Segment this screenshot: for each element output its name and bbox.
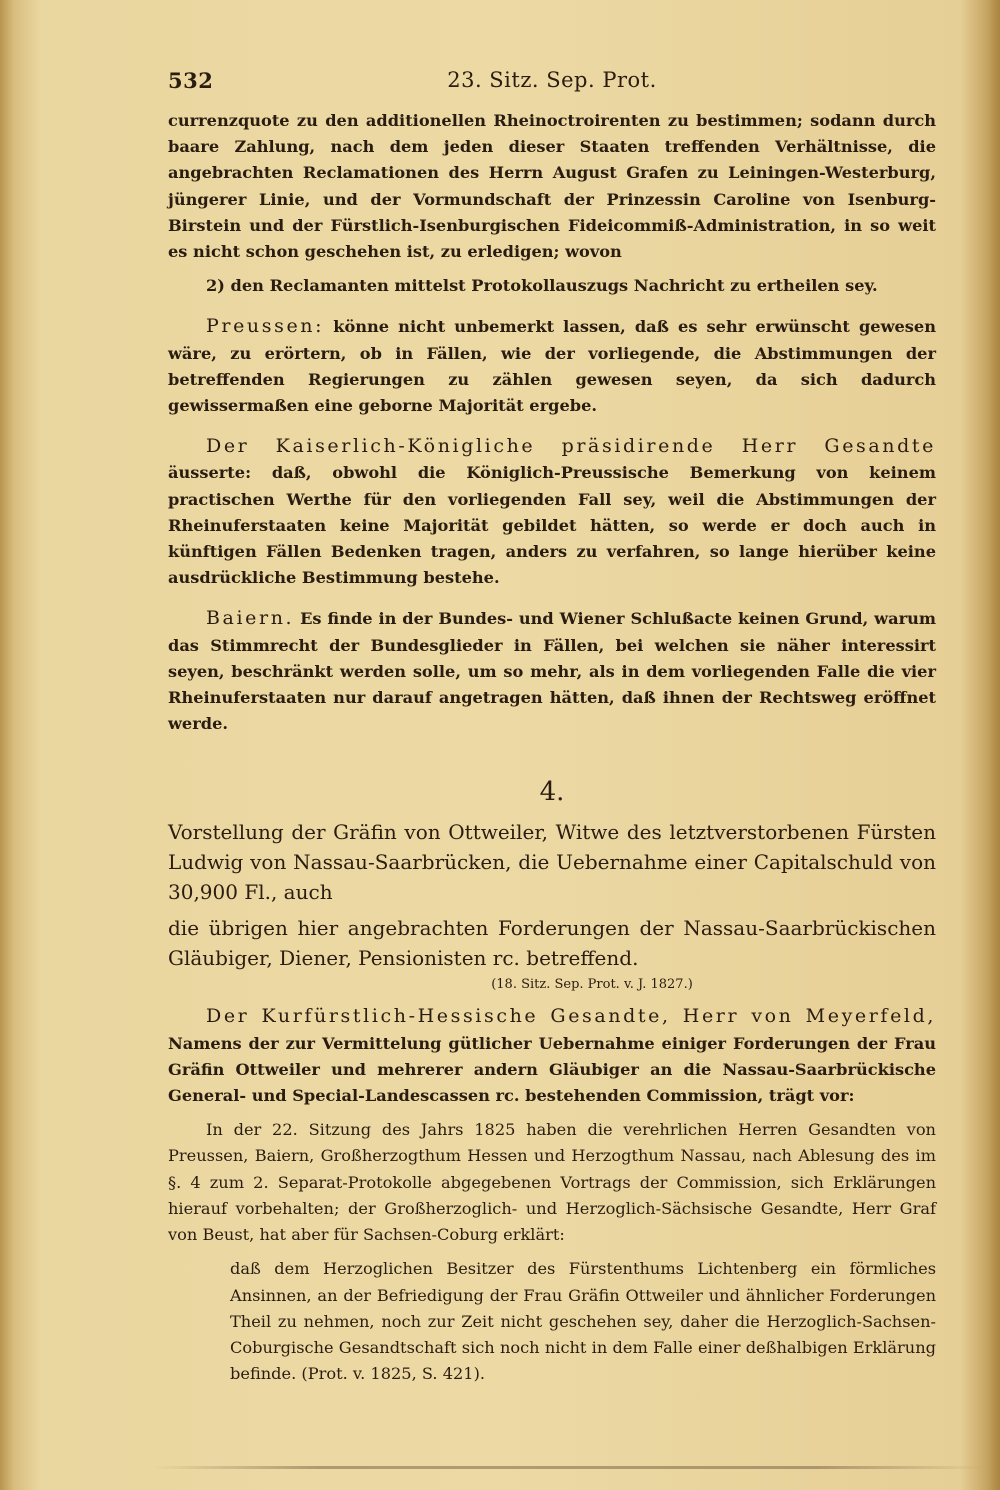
page-content xyxy=(168,68,936,1387)
paragraph-kurhessen xyxy=(168,1003,936,1109)
paragraph-continuation: currenzquote zu den additionellen Rheinoctroirenten zu bestimmen; sodann durch baare Zahlung, nach dem jeden dieser Staaten treffenden Verhältnisse, die angebrachten Reclamationen des Herrn August Grafen zu Leiningen-Westerburg, jüngerer Linie, und der Vormundschaft der Prinzessin Caroline von Isenburg-Birstein und der Fürstlich-Isenburgischen Fideicommiß-Administration, in so weit es nicht schon geschehen ist, zu erledigen; wovon xyxy=(168,111,936,262)
paragraph-preussen xyxy=(168,313,936,419)
section-number: 4. xyxy=(539,777,565,808)
section-heading-line1: Vorstellung der Gräfin von Ottweiler, Witwe des letztverstorbenen Fürsten Ludwig von Nassau-Saarbrücken, die Uebernahme einer Capitalschuld von xyxy=(168,820,936,875)
section-heading xyxy=(168,817,936,907)
page-number: 532 xyxy=(168,68,214,93)
paragraph-item-2: 2) den Reclamanten mittelst Protokollauszugs Nachricht zu ertheilen sey. xyxy=(206,276,878,296)
section-heading-line2: 30,900 Fl., auch xyxy=(168,880,333,905)
speaker-baiern: Baiern. xyxy=(206,607,295,630)
text-kurhessen: Namens der zur Vermittelung gütlicher Uebernahme einiger Forderungen der Frau Gräfin Ottweiler und mehrerer andern Gläubiger an die Nassau-Saarbrückische General- und Special-Landescassen rc. bestehenden Commission, trägt vor: xyxy=(168,1033,936,1106)
speaker-praesidial: Der Kaiserlich-Königliche präsidirende Herr Gesandte xyxy=(206,435,936,458)
bottom-edge-shadow xyxy=(150,1466,985,1469)
text-baiern: Es finde in der Bundes- und Wiener Schlußacte keinen Grund, warum das Stimmrecht der Bundesglieder in Fällen, bei welchen sie näher interessirt seyen, beschränkt werden solle, um so mehr, als in dem vorliegenden Falle die vier Rheinuferstaaten nur darauf angetragen hätten, daß ihnen der Rechtsweg eröffnet werde. xyxy=(168,609,937,734)
paragraph-quote-coburg: daß dem Herzoglichen Besitzer des Fürstenthums Lichtenberg ein förmliches Ansinnen, an der Befriedigung der Frau Gräfin Ottweiler und ähnlicher Forderungen Theil zu nehmen, noch zur Zeit nicht geschehen sey, daher die Herzoglich-Sachsen-Coburgische Gesandtschaft sich noch nicht in dem Falle einer deßhalbigen Erklärung befinde. (Prot. v. 1825, S. 421). xyxy=(230,1259,936,1384)
text-preussen: könne nicht unbemerkt lassen, daß es sehr erwünscht gewesen wäre, zu erörtern, ob in Fällen, wie der vorliegende, die Abstimmungen der betreffenden Regierungen zu zählen gewesen seyen, da sich dadurch gewissermaßen eine geborne Majorität ergebe. xyxy=(168,317,936,416)
speaker-kurhessen: Der Kurfürstlich-Hessische Gesandte, Herr von Meyerfeld, xyxy=(206,1005,936,1028)
text-praesidial: äusserte: daß, obwohl die Königlich-Preussische Bemerkung von keinem practischen Werthe für den vorliegenden Fall sey, weil die Abstimmungen der Rheinuferstaaten keine Majorität gebildet hätten, so werde er doch auch in künftigen Fällen Bedenken tragen, anders zu verfahren, so lange hierüber keine ausdrückliche Bestimmung bestehe. xyxy=(168,463,936,588)
paragraph-baiern xyxy=(168,605,936,737)
page-header xyxy=(168,68,936,108)
speaker-preussen: Preussen: xyxy=(206,315,325,338)
paragraph-sitzung-1825: In der 22. Sitzung des Jahrs 1825 haben die verehrlichen Herren Gesandten von Preussen, Baiern, Großherzogthum Hessen und Herzogthum Nassau, nach Ablesung des im §. 4 zum 2. Separat-Protokolle abgegebenen Vortrags der Commission, sich Erklärungen hierauf vorbehalten; der Großherzoglich- und Herzoglich-Sächsische Gesandte, Herr Graf von Beust, hat aber für Sachsen-Coburg erklärt: xyxy=(168,1120,936,1245)
section-heading-continuation: die übrigen hier angebrachten Forderungen der Nassau-Saarbrückischen Gläubiger, Diener, Pensionisten rc. betreffend. xyxy=(168,916,936,971)
paragraph-praesidial xyxy=(168,433,936,591)
running-title: 23. Sitz. Sep. Prot. xyxy=(447,68,657,92)
section-source-reference: (18. Sitz. Sep. Prot. v. J. 1827.) xyxy=(491,977,693,993)
